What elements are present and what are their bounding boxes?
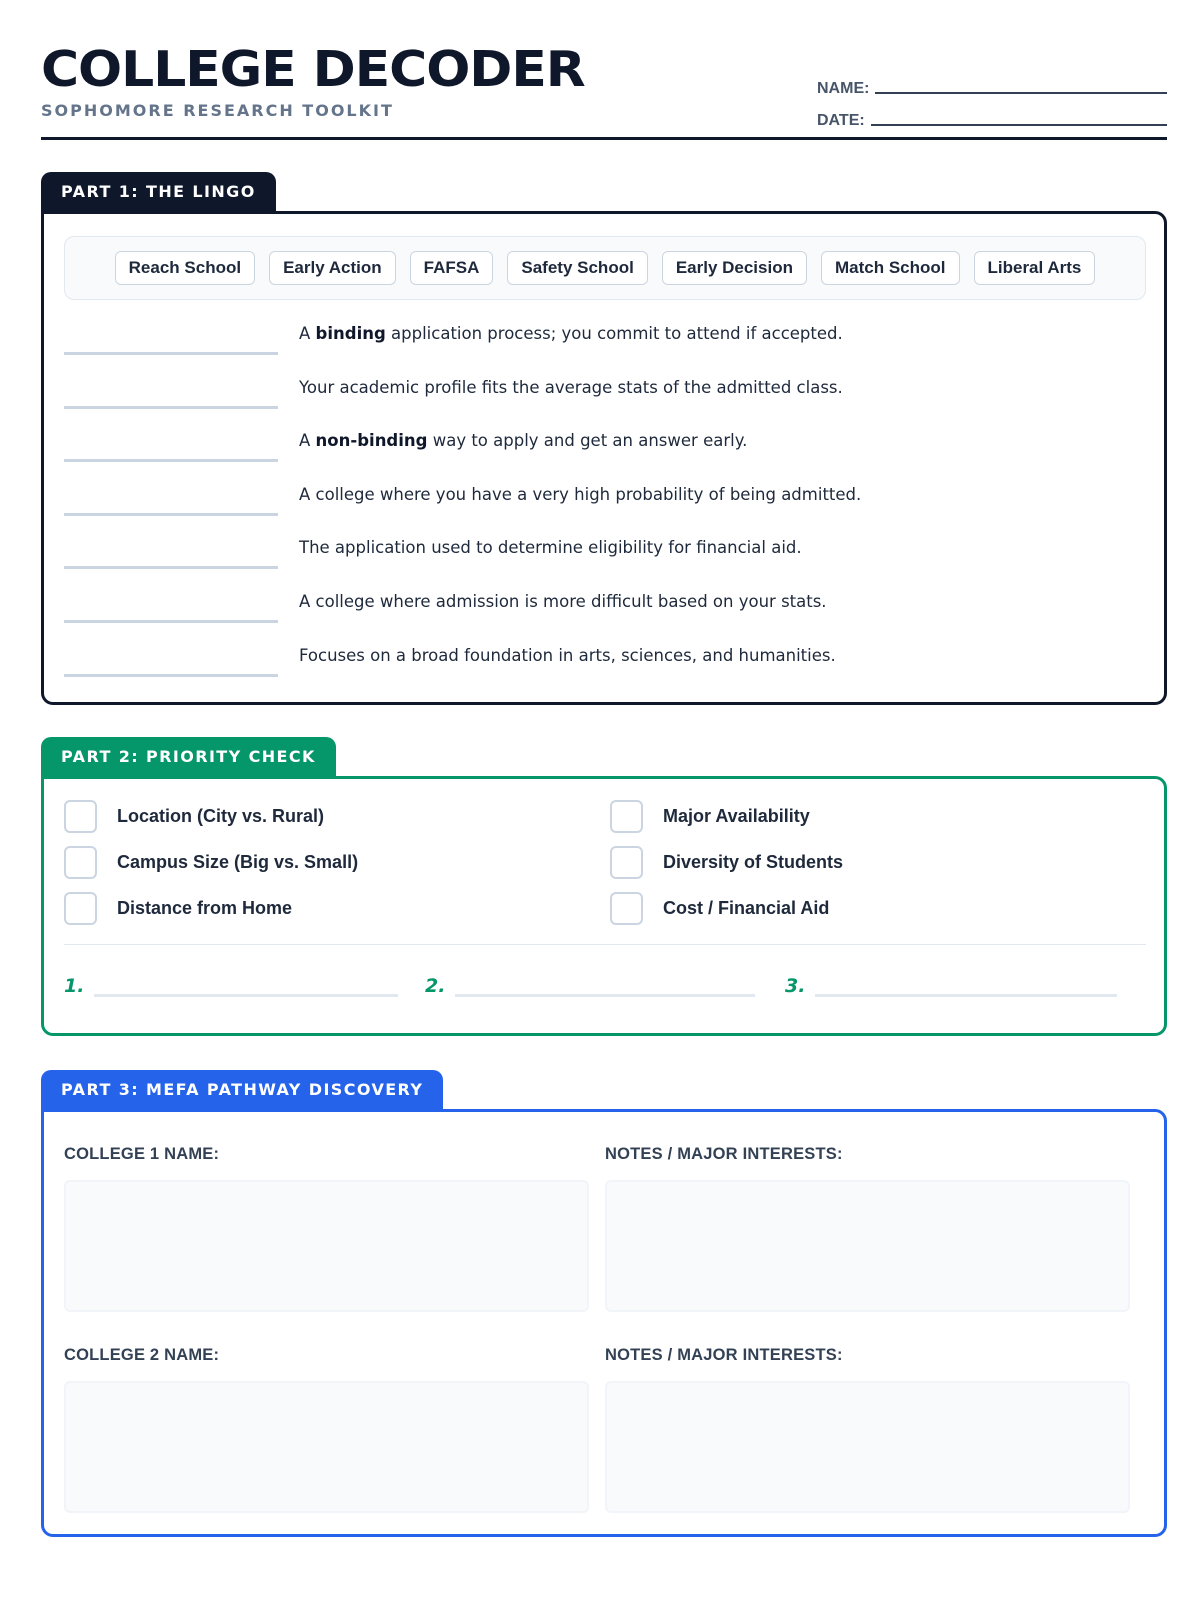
worksheet-page: [41, 0, 1167, 1600]
priority-label: Major Availability: [663, 805, 810, 826]
part2-box: [41, 776, 1167, 1036]
college1-field[interactable]: [64, 1180, 589, 1312]
definition-keyword: non-binding: [315, 431, 428, 451]
rank-number: 1.: [64, 975, 85, 997]
definition-row: [64, 580, 1146, 634]
priority-option[interactable]: [610, 891, 829, 925]
definition-keyword: binding: [315, 324, 386, 343]
definition-text: [299, 431, 747, 450]
definition-text-pre: Your academic profile fits the average stats of the admitted class.: [299, 377, 843, 397]
definition-text-pre: A college where you have a very high probability of being admitted.: [299, 484, 862, 504]
answer-blank[interactable]: [64, 566, 278, 569]
notes1-field[interactable]: [605, 1180, 1130, 1312]
definition-text-pre: Focuses on a broad foundation in arts, sciences, and humanities.: [299, 645, 836, 665]
name-label: NAME:: [817, 80, 870, 97]
definition-text-pre: A college where admission is more difficult based on your stats.: [299, 591, 827, 611]
part2-tab: PART 2: PRIORITY CHECK: [41, 737, 336, 777]
notes1-label: NOTES / MAJOR INTERESTS:: [605, 1145, 843, 1163]
word-bank: [64, 236, 1146, 300]
college2-label: COLLEGE 2 NAME:: [64, 1346, 220, 1364]
part3-box: [41, 1109, 1167, 1537]
page-title: COLLEGE DECODER: [41, 41, 585, 98]
priority-label: Location (City vs. Rural): [117, 805, 325, 826]
answer-blank[interactable]: [64, 674, 278, 677]
priority-label: Cost / Financial Aid: [663, 897, 830, 918]
checkbox[interactable]: [610, 846, 643, 879]
checkbox[interactable]: [610, 892, 643, 925]
part1-box: [41, 211, 1167, 705]
definition-text: [299, 538, 802, 557]
rank-number: 2.: [425, 975, 446, 997]
date-label: DATE:: [817, 112, 865, 129]
definition-row: [64, 634, 1146, 688]
priority-option[interactable]: [64, 799, 324, 833]
rank-1: [64, 969, 398, 997]
definition-text-pre: The application used to determine eligibility for financial aid.: [299, 538, 802, 558]
answer-blank[interactable]: [64, 513, 278, 516]
student-info: [817, 66, 1167, 130]
rank-3: [785, 969, 1117, 997]
word-chip: Reach School: [115, 251, 255, 285]
priority-option[interactable]: [64, 845, 358, 879]
word-chip: Safety School: [507, 251, 647, 285]
definition-text-post: way to apply and get an answer early.: [427, 431, 748, 451]
definition-row: [64, 312, 1146, 366]
rank-2: [425, 969, 755, 997]
definition-text: [299, 324, 843, 343]
definitions-list: [64, 312, 1146, 687]
answer-blank[interactable]: [64, 352, 278, 355]
rank-number: 3.: [785, 975, 806, 997]
priority-option[interactable]: [64, 891, 292, 925]
priority-option[interactable]: [610, 799, 810, 833]
word-chip: Match School: [821, 251, 960, 285]
part3-tab: PART 3: MEFA PATHWAY DISCOVERY: [41, 1070, 443, 1110]
definition-row: [64, 366, 1146, 420]
definition-row: [64, 526, 1146, 580]
definition-text: [299, 378, 843, 397]
date-row: [817, 98, 1167, 130]
college1-label: COLLEGE 1 NAME:: [64, 1145, 220, 1163]
checkbox[interactable]: [610, 800, 643, 833]
college2-field[interactable]: [64, 1381, 589, 1513]
definition-text: [299, 646, 836, 665]
priority-label: Campus Size (Big vs. Small): [117, 851, 359, 872]
definition-text-post: application process; you commit to attend if accepted.: [385, 324, 843, 343]
priority-label: Diversity of Students: [663, 851, 844, 872]
definition-text: [299, 485, 861, 504]
name-row: [817, 66, 1167, 98]
definition-text-pre: A: [299, 431, 316, 451]
priority-option[interactable]: [610, 845, 843, 879]
priority-label: Distance from Home: [117, 897, 293, 918]
part1-tab: PART 1: THE LINGO: [41, 172, 276, 212]
definition-text: [299, 592, 827, 611]
definition-text-pre: A: [299, 324, 316, 343]
word-chip: Liberal Arts: [974, 251, 1096, 285]
page-subtitle: SOPHOMORE RESEARCH TOOLKIT: [41, 101, 394, 120]
checkbox[interactable]: [64, 800, 97, 833]
date-field[interactable]: [871, 112, 1167, 126]
notes2-label: NOTES / MAJOR INTERESTS:: [605, 1346, 843, 1364]
rank-blank[interactable]: [455, 969, 755, 997]
answer-blank[interactable]: [64, 406, 278, 409]
rank-blank[interactable]: [815, 969, 1117, 997]
notes2-field[interactable]: [605, 1381, 1130, 1513]
worksheet-header: [41, 38, 1167, 140]
rank-blank[interactable]: [94, 969, 398, 997]
section-divider: [64, 944, 1146, 945]
word-chip: FAFSA: [410, 251, 494, 285]
definition-row: [64, 419, 1146, 473]
name-field[interactable]: [875, 80, 1167, 94]
word-chip: Early Action: [269, 251, 396, 285]
checkbox[interactable]: [64, 892, 97, 925]
checkbox[interactable]: [64, 846, 97, 879]
answer-blank[interactable]: [64, 459, 278, 462]
word-chip: Early Decision: [662, 251, 807, 285]
definition-row: [64, 473, 1146, 527]
answer-blank[interactable]: [64, 620, 278, 623]
